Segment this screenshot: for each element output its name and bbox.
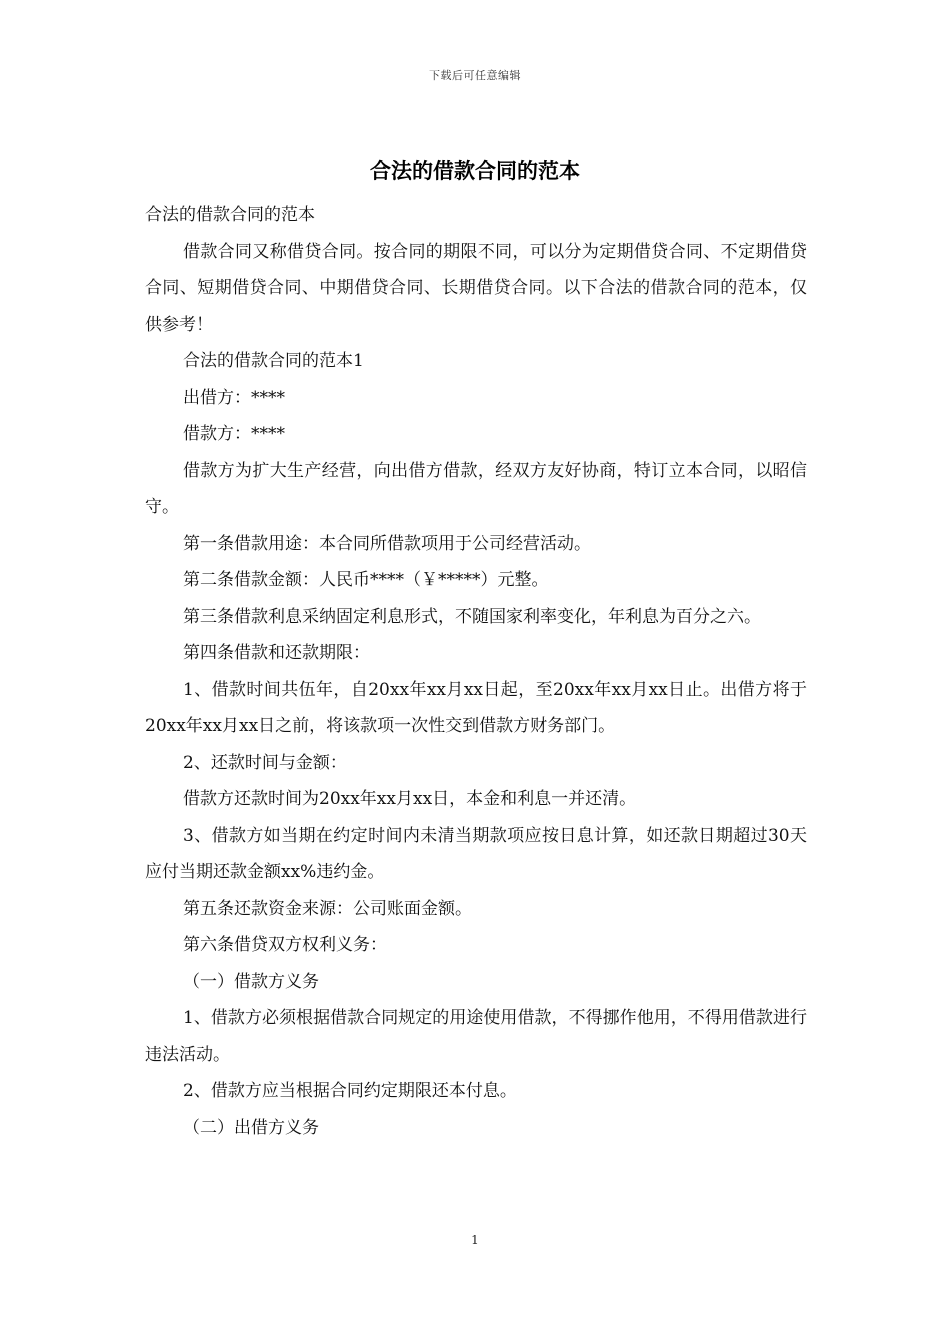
paragraph-borrower-obligations: （一）借款方义务	[183, 971, 319, 992]
page-number: 1	[471, 1233, 479, 1247]
paragraph-borrower: 借款方：****	[183, 424, 285, 444]
paragraph-article-4-item-2: 2、还款时间与金额：	[183, 752, 347, 773]
document-body	[145, 197, 807, 1146]
paragraph-article-4-item-3: 3、借款方如当期在约定时间内未清当期款项应按日息计算，如还款日期超过30天应付当期还款金额xx%违约金。	[145, 825, 807, 882]
paragraph-lender-obligations: （二）出借方义务	[183, 1117, 319, 1138]
paragraph-lender: 出借方：****	[183, 387, 285, 408]
paragraph-article-6: 第六条借贷双方权利义务：	[183, 935, 387, 955]
paragraph-article-5: 第五条还款资金来源：公司账面金额。	[183, 898, 472, 919]
paragraph-preamble: 借款方为扩大生产经营，向出借方借款，经双方友好协商，特订立本合同，以昭信守。	[145, 460, 807, 517]
paragraph-obligation-2: 2、借款方应当根据合同约定期限还本付息。	[183, 1081, 517, 1101]
paragraph-article-4: 第四条借款和还款期限：	[183, 643, 370, 663]
paragraph-repayment-time: 借款方还款时间为20xx年xx月xx日，本金和利息一并还清。	[183, 789, 637, 809]
paragraph-subtitle: 合法的借款合同的范本	[145, 205, 315, 225]
document-title: 合法的借款合同的范本	[370, 159, 580, 183]
paragraph-intro: 借款合同又称借贷合同。按合同的期限不同，可以分为定期借贷合同、不定期借贷合同、短期借贷合同、中期借贷合同、长期借贷合同。以下合法的借款合同的范本，仅供参考！	[145, 241, 807, 335]
paragraph-section-heading: 合法的借款合同的范本1	[183, 351, 364, 371]
paragraph-article-3: 第三条借款利息采纳固定利息形式，不随国家利率变化，年利息为百分之六。	[183, 606, 761, 627]
paragraph-obligation-1: 1、借款方必须根据借款合同规定的用途使用借款，不得挪作他用，不得用借款进行违法活动。	[145, 1008, 807, 1065]
paragraph-article-2: 第二条借款金额：人民币****（￥*****）元整。	[183, 570, 549, 590]
header-note: 下载后可任意编辑	[429, 69, 521, 82]
paragraph-article-1: 第一条借款用途：本合同所借款项用于公司经营活动。	[183, 533, 591, 554]
paragraph-article-4-item-1: 1、借款时间共伍年，自20xx年xx月xx日起，至20xx年xx月xx日止。出借方将于20xx年xx月xx日之前，将该款项一次性交到借款方财务部门。	[145, 679, 807, 736]
